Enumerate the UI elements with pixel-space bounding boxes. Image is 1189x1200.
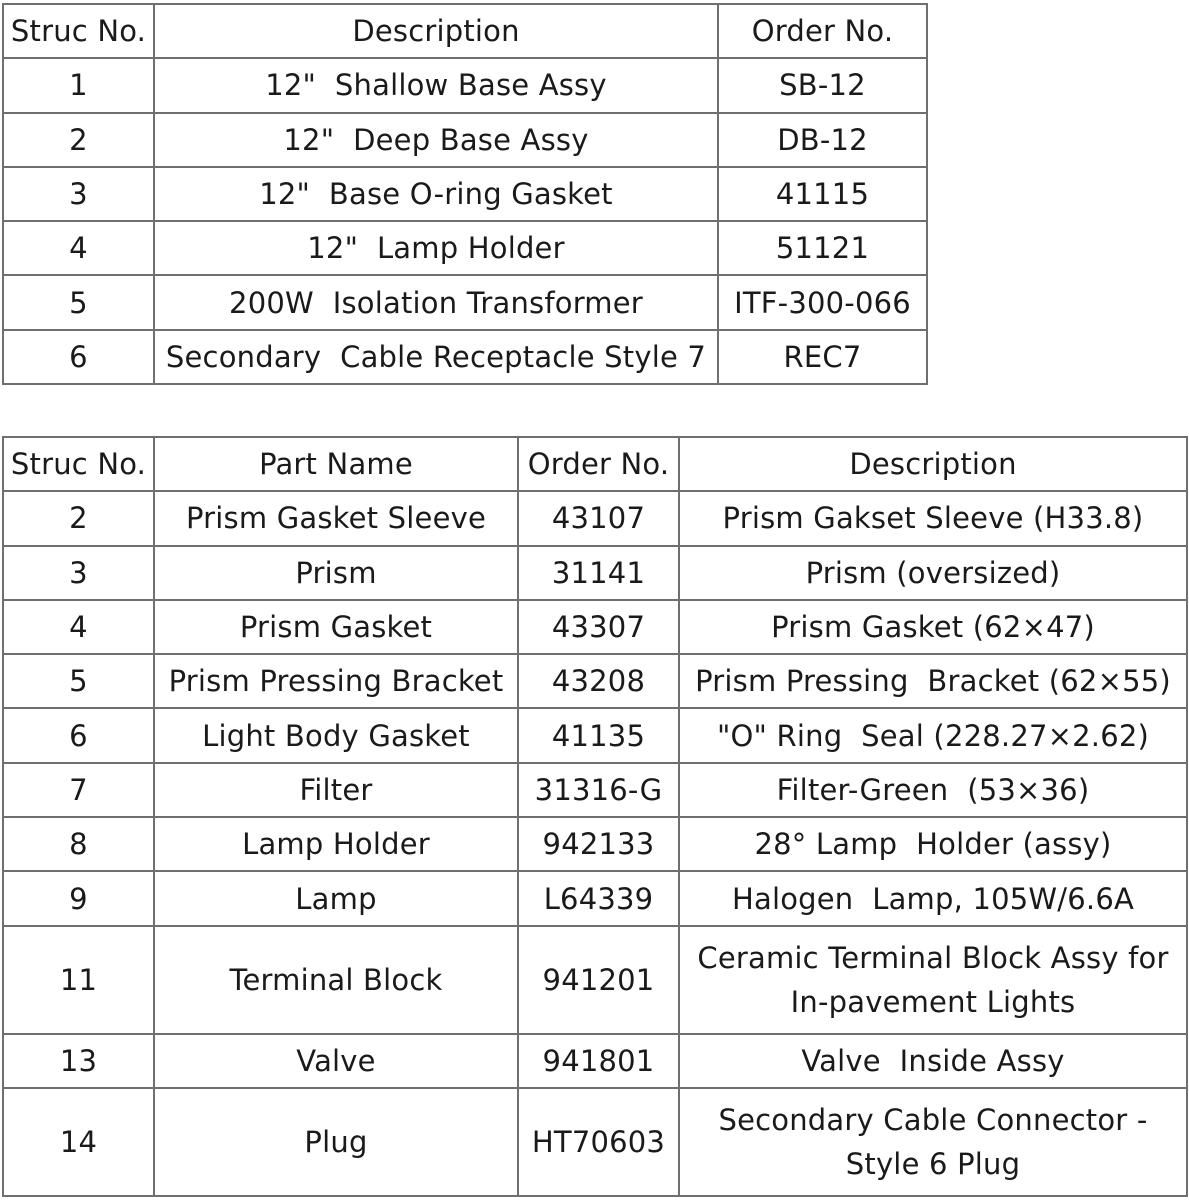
description-cell: Secondary Cable Connector -Style 6 Plug [679, 1088, 1187, 1196]
column-header-description: Description [154, 4, 718, 58]
description-cell: Prism Gasket (62×47) [679, 600, 1187, 654]
description-cell: 12" Deep Base Assy [154, 113, 718, 167]
struc-no-cell: 3 [3, 167, 154, 221]
table-row [3, 871, 1187, 925]
order-no-cell: DB-12 [718, 113, 927, 167]
description-cell: Halogen Lamp, 105W/6.6A [679, 871, 1187, 925]
part-name-cell: Prism [154, 546, 518, 600]
struc-no-cell: 14 [3, 1088, 154, 1196]
order-no-cell: SB-12 [718, 58, 927, 112]
struc-no-cell: 8 [3, 817, 154, 871]
struc-no-cell: 3 [3, 546, 154, 600]
table-row [3, 926, 1187, 1034]
struc-no-cell: 11 [3, 926, 154, 1034]
table-row [3, 546, 1187, 600]
order-no-cell: 51121 [718, 221, 927, 275]
table-row [3, 654, 1187, 708]
struc-no-cell: 2 [3, 113, 154, 167]
description-cell: 12" Base O-ring Gasket [154, 167, 718, 221]
struc-no-cell: 7 [3, 763, 154, 817]
table-row [3, 221, 927, 275]
order-no-cell: 941201 [518, 926, 679, 1034]
description-cell: 200W Isolation Transformer [154, 275, 718, 329]
column-header-struc-no: Struc No. [3, 4, 154, 58]
description-cell: Prism Gakset Sleeve (H33.8) [679, 491, 1187, 545]
table-row [3, 708, 1187, 762]
description-cell: Valve Inside Assy [679, 1034, 1187, 1088]
order-no-cell: 43307 [518, 600, 679, 654]
part-name-cell: Filter [154, 763, 518, 817]
struc-no-cell: 9 [3, 871, 154, 925]
column-header-description: Description [679, 437, 1187, 491]
order-no-cell: 31316-G [518, 763, 679, 817]
description-cell: Secondary Cable Receptacle Style 7 [154, 330, 718, 384]
order-no-cell: REC7 [718, 330, 927, 384]
order-no-cell: 31141 [518, 546, 679, 600]
table-header-row [3, 437, 1187, 491]
order-no-cell: 41115 [718, 167, 927, 221]
order-no-cell: ITF-300-066 [718, 275, 927, 329]
table-row [3, 763, 1187, 817]
order-no-cell: 942133 [518, 817, 679, 871]
order-no-cell: 41135 [518, 708, 679, 762]
struc-no-cell: 5 [3, 654, 154, 708]
struc-no-cell: 6 [3, 708, 154, 762]
part-name-cell: Prism Gasket [154, 600, 518, 654]
table-row [3, 330, 927, 384]
description-cell: Filter-Green (53×36) [679, 763, 1187, 817]
table-row [3, 600, 1187, 654]
struc-no-cell: 4 [3, 600, 154, 654]
part-name-cell: Lamp [154, 871, 518, 925]
struc-no-cell: 4 [3, 221, 154, 275]
table-row [3, 1088, 1187, 1196]
part-name-cell: Terminal Block [154, 926, 518, 1034]
part-name-cell: Light Body Gasket [154, 708, 518, 762]
part-name-cell: Prism Pressing Bracket [154, 654, 518, 708]
table-header-row [3, 4, 927, 58]
part-name-cell: Plug [154, 1088, 518, 1196]
table-row [3, 167, 927, 221]
struc-no-cell: 5 [3, 275, 154, 329]
table-row [3, 491, 1187, 545]
struc-no-cell: 13 [3, 1034, 154, 1088]
table-row [3, 1034, 1187, 1088]
table-row [3, 275, 927, 329]
part-name-cell: Lamp Holder [154, 817, 518, 871]
column-header-order-no: Order No. [518, 437, 679, 491]
part-name-cell: Prism Gasket Sleeve [154, 491, 518, 545]
description-cell: Prism (oversized) [679, 546, 1187, 600]
column-header-struc-no: Struc No. [3, 437, 154, 491]
order-no-cell: 43107 [518, 491, 679, 545]
description-cell: Ceramic Terminal Block Assy for In-pavement Lights [679, 926, 1187, 1034]
description-cell: 12" Shallow Base Assy [154, 58, 718, 112]
description-cell: Prism Pressing Bracket (62×55) [679, 654, 1187, 708]
description-cell: 12" Lamp Holder [154, 221, 718, 275]
struc-no-cell: 6 [3, 330, 154, 384]
part-name-cell: Valve [154, 1034, 518, 1088]
base-parts-table [2, 3, 928, 385]
struc-no-cell: 2 [3, 491, 154, 545]
order-no-cell: 43208 [518, 654, 679, 708]
description-cell: "O" Ring Seal (228.27×2.62) [679, 708, 1187, 762]
struc-no-cell: 1 [3, 58, 154, 112]
description-cell: 28° Lamp Holder (assy) [679, 817, 1187, 871]
order-no-cell: HT70603 [518, 1088, 679, 1196]
column-header-part-name: Part Name [154, 437, 518, 491]
light-parts-table [2, 436, 1188, 1197]
table-row [3, 817, 1187, 871]
order-no-cell: L64339 [518, 871, 679, 925]
column-header-order-no: Order No. [718, 4, 927, 58]
table-row [3, 58, 927, 112]
table-row [3, 113, 927, 167]
order-no-cell: 941801 [518, 1034, 679, 1088]
